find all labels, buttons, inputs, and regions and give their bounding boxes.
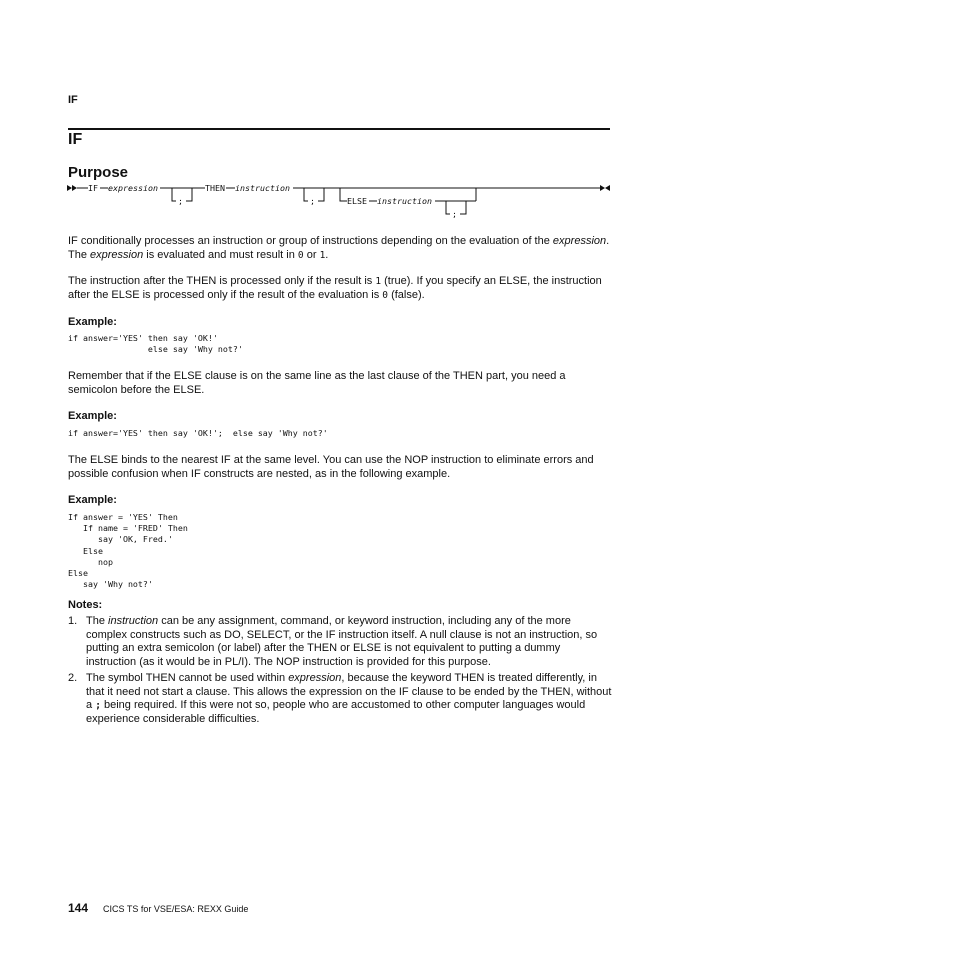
- code-example-1: if answer='YES' then say 'OK!' else say 'Why not?': [68, 333, 243, 355]
- code-example-2: if answer='YES' then say 'OK!'; else say 'Why not?': [68, 428, 328, 438]
- syntax-then: THEN: [205, 183, 225, 193]
- syntax-instruction-1: instruction: [235, 183, 290, 193]
- syntax-else: ELSE: [347, 196, 367, 206]
- code-example-3: If answer = 'YES' Then If name = 'FRED' Then say 'OK, Fred.' Else nop Else say 'Why not?': [68, 512, 188, 590]
- note-number: 2.: [68, 672, 78, 684]
- section-title: IF: [68, 131, 83, 148]
- running-head: IF: [68, 94, 78, 106]
- example-label-2: Example:: [68, 410, 117, 422]
- section-rule: [68, 128, 610, 130]
- example-label-1: Example:: [68, 316, 117, 328]
- purpose-heading: Purpose: [68, 164, 129, 181]
- page-number: 144: [68, 901, 89, 915]
- start-arrow-icon: [67, 185, 77, 191]
- syntax-semicolon-1: ;: [178, 196, 183, 206]
- paragraph-then-else: The instruction after the THEN is processed only if the result is 1 (true). If you specify an ELSE, the instruction after the ELSE is processed only if the result of the evaluation is 0 (false).: [68, 275, 602, 301]
- book-title: CICS TS for VSE/ESA: REXX Guide: [103, 904, 249, 914]
- paragraph-intro: IF conditionally processes an instruction or group of instructions depending on the evaluation of the expression. The expression is evaluated and must result in 0 or 1.: [68, 235, 610, 261]
- syntax-diagram: [66, 182, 616, 222]
- list-item: 1. The instruction can be any assignment, command, or keyword instruction, including any of the more complex constructs such as DO, SELECT, or the IF instruction itself. A null clause is not an instruction, so putting an extra semicolon (or label) after the THEN or ELSE is not equivalent to putting a dummy instruction (as it would be in PL/I). The NOP instruction is provided for this purpose.: [68, 615, 598, 668]
- list-item: 2. The symbol THEN cannot be used within expression, because the keyword THEN is treated differently, in that it need not start a clause. This allows the expression on the IF clause to be ended by the THEN, without a ; being required. If this were not so, people who are accustomed to other computer languages would experience considerable difficulties.: [68, 672, 612, 725]
- syntax-instruction-2: instruction: [377, 196, 432, 206]
- syntax-semicolon-3: ;: [452, 209, 457, 219]
- note-number: 1.: [68, 615, 78, 627]
- syntax-semicolon-2: ;: [310, 196, 315, 206]
- paragraph-semicolon: Remember that if the ELSE clause is on the same line as the last clause of the THEN part, you need a semicolon before the ELSE.: [68, 370, 566, 396]
- paragraph-nested: The ELSE binds to the nearest IF at the same level. You can use the NOP instruction to eliminate errors and possible confusion when IF constructs are nested, as in the following example.: [68, 454, 594, 480]
- example-label-3: Example:: [68, 494, 117, 506]
- notes-label: Notes:: [68, 599, 103, 611]
- end-arrow-icon: [600, 185, 610, 191]
- notes-list: [68, 615, 612, 729]
- syntax-expression: expression: [108, 183, 158, 193]
- syntax-if: IF: [88, 183, 98, 193]
